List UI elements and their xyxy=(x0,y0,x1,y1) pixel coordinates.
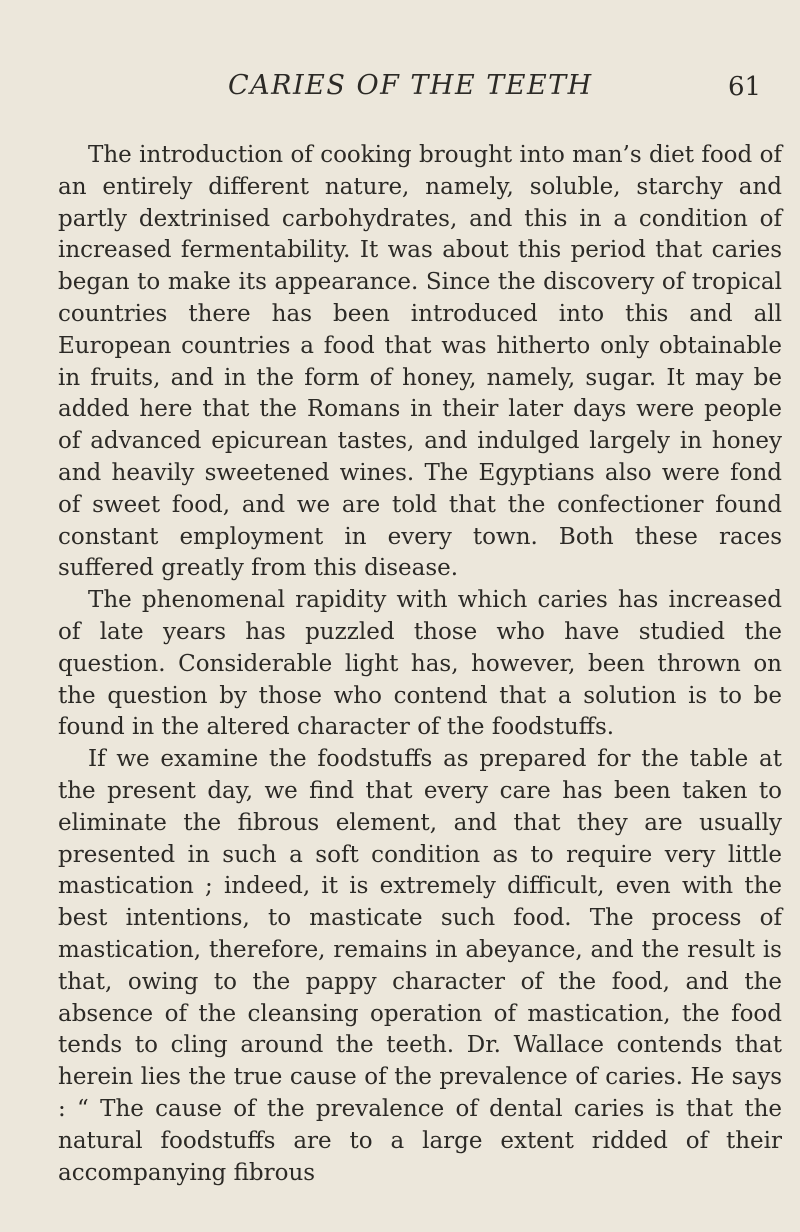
paragraph-cooking-and-sugar: The introduction of cooking brought into man’s diet food of an entirely different nature, namely, soluble, starchy and partly dextrinised carbohydrates, and this in a condition of increased fermentability. It was about this period that caries began to make its appearance. Since the discovery of tropical countries there has been introduced into this and all European countries a food that was hitherto only obtainable in fruits, and in the form of honey, namely, sugar. It may be added here that the Romans in their later days were people of advanced epicurean tastes, and indulged largely in honey and heavily sweetened wines. The Egyptians also were fond of sweet food, and we are told that the confectioner found constant employment in every town. Both these races suffered greatly from this disease. xyxy=(58,142,782,582)
running-head: CARIES OF THE TEETH xyxy=(228,70,593,101)
paragraph-rapidity-of-caries: The phenomenal rapidity with which caries has increased of late years has puzzled those who have studied the question. Considerable light has, however, been thrown on the question by those who contend that a solution is to be found in the altered character of the foodstuffs. xyxy=(58,587,782,741)
body-text xyxy=(58,140,782,1189)
page-number: 61 xyxy=(728,72,762,102)
paragraph-foodstuffs-mastication: If we examine the foodstuffs as prepared for the table at the present day, we find that every care has been taken to eliminate the fibrous element, and that they are usually presented in such a soft condition as to require very little mastication ; indeed, it is extremely difficult, even with the best intentions, to masticate such food. The process of mastication, therefore, remains in abeyance, and the result is that, owing to the pappy character of the food, and the absence of the cleansing operation of mastication, the food tends to cling around the teeth. Dr. Wallace contends that herein lies the true cause of the prevalence of caries. He says : “ The cause of the prevalence of dental caries is that the natural foodstuffs are to a large extent ridded of their accompanying fibrous xyxy=(58,746,782,1186)
